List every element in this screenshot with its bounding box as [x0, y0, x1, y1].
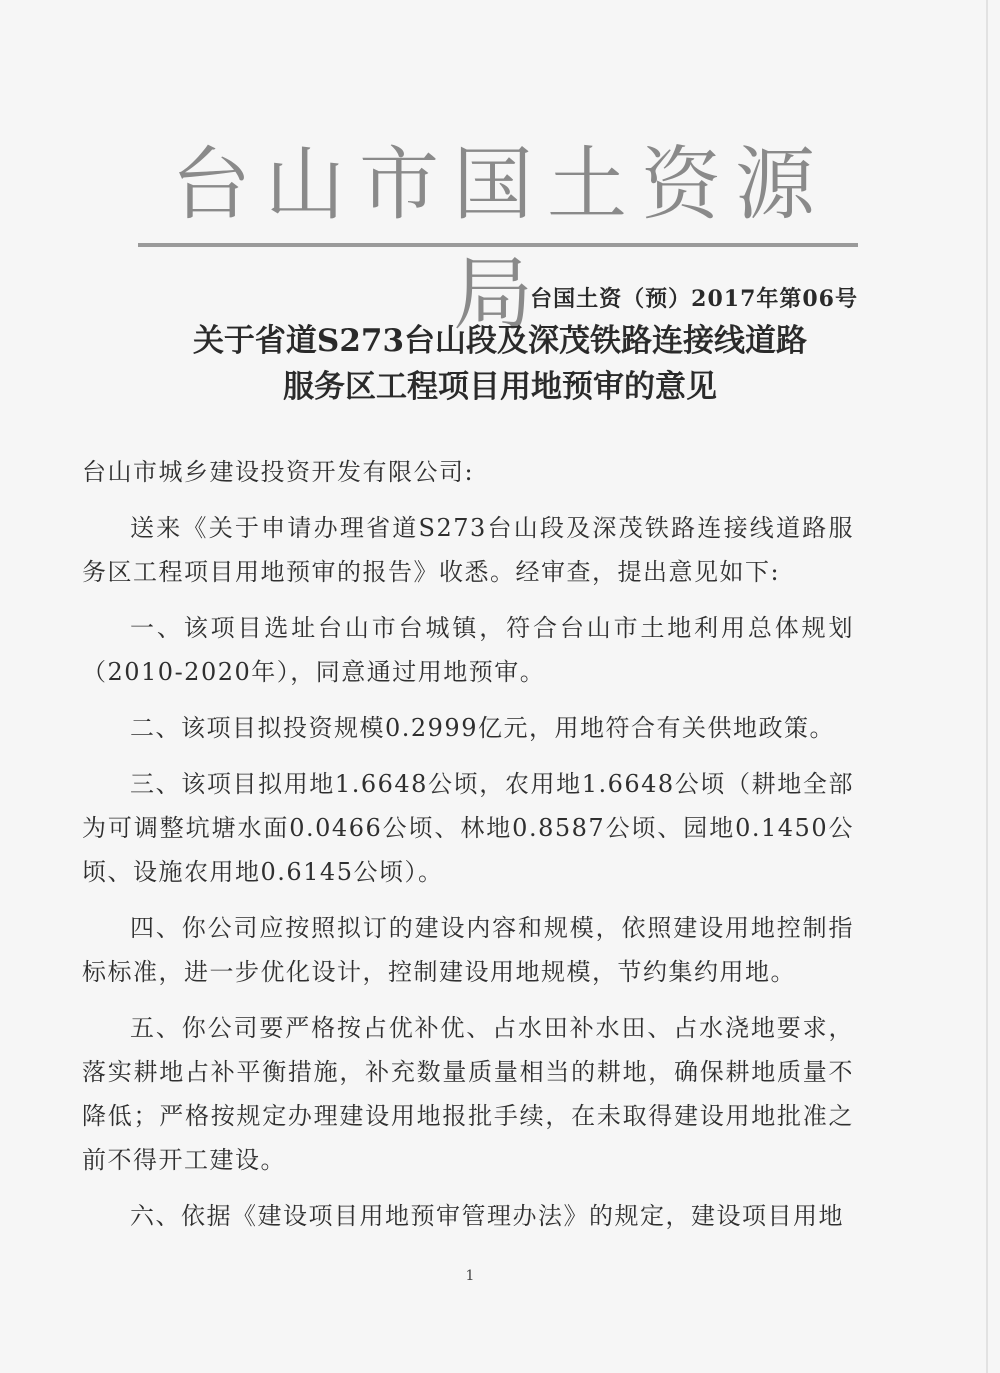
letterhead-rule: [138, 243, 858, 247]
paragraph-item-1: 一、该项目选址台山市台城镇，符合台山市土地利用总体规划（2010-2020年），同意通过用地预审。: [82, 614, 854, 686]
paragraph-item-5: 五、你公司要严格按占优补优、占水田补水田、占水浇地要求，落实耕地占补平衡措施，补充数量质量相当的耕地，确保耕地质量不降低；严格按规定办理建设用地报批手续，在未取得建设用地批准之前不得开工建设。: [82, 1014, 854, 1174]
page-number: 1: [465, 1268, 475, 1284]
letterhead-title: 台山市国土资源局: [171, 138, 829, 341]
document-title: [80, 318, 920, 410]
paragraph-item-6: 六、依据《建设项目用地预审管理办法》的规定，建设项目用地: [130, 1202, 844, 1230]
paragraph-intro: 送来《关于申请办理省道S273台山段及深茂铁路连接线道路服务区工程项目用地预审的报告》收悉。经审查，提出意见如下:: [82, 514, 854, 586]
paragraph-item-3: 三、该项目拟用地1.6648公顷，农用地1.6648公顷（耕地全部为可调整坑塘水面0.0466公顷、林地0.8587公顷、园地0.1450公顷、设施农用地0.6145公顷）。: [82, 770, 854, 886]
document-title-line-1: 关于省道S273台山段及深茂铁路连接线道路: [192, 323, 808, 359]
document-title-line-2: 服务区工程项目用地预审的意见: [283, 369, 717, 405]
salutation: 台山市城乡建设投资开发有限公司:: [82, 458, 475, 486]
document-number: 台国土资（预）2017年第06号: [530, 286, 858, 312]
page-edge-divider: [986, 0, 988, 1373]
paragraph-item-2: 二、该项目拟投资规模0.2999亿元，用地符合有关供地政策。: [130, 714, 835, 742]
paragraph-item-4: 四、你公司应按照拟订的建设内容和规模，依照建设用地控制指标标准，进一步优化设计，控制建设用地规模，节约集约用地。: [82, 914, 854, 986]
document-body: [82, 450, 854, 1250]
